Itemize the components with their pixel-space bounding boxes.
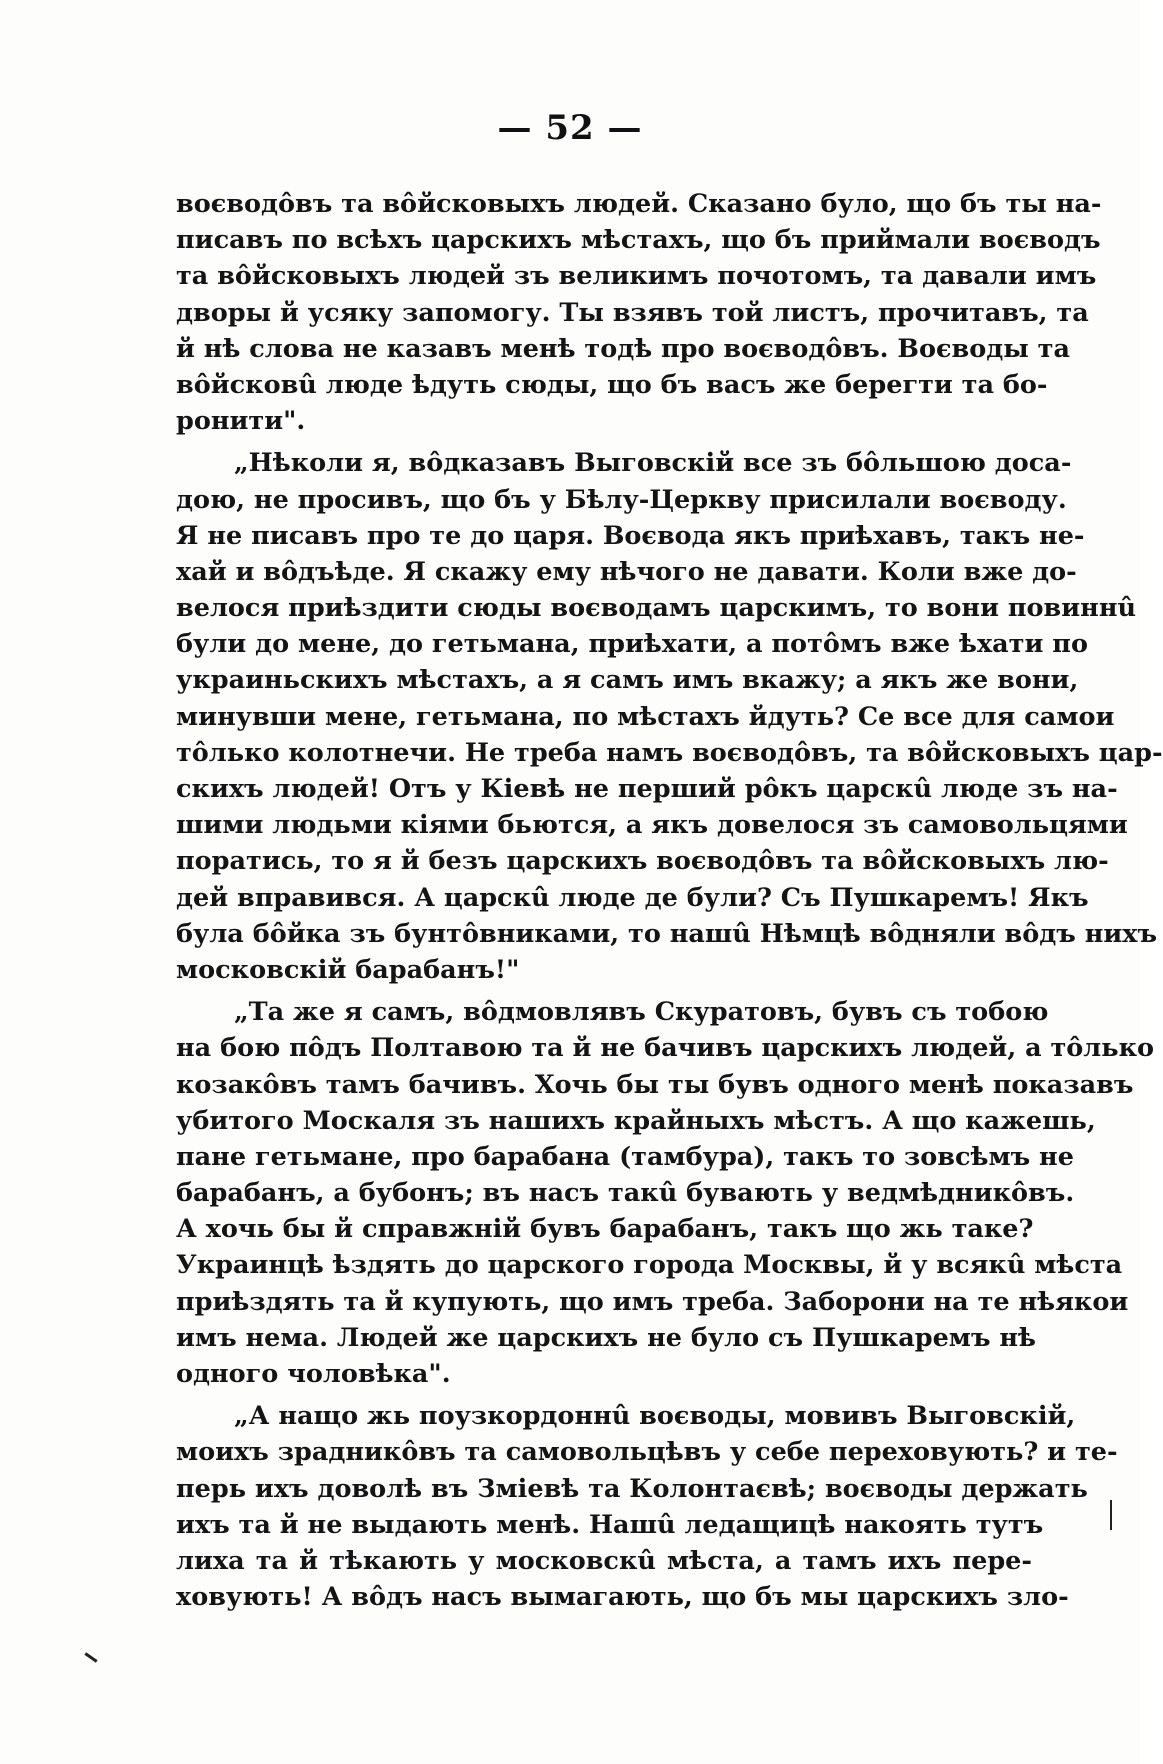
text-line: дою, не просивъ, що бъ у Бѣлу-Церкву присилали воєводу.	[176, 484, 1067, 515]
text-line: були до мене, до гетьмана, приѣхати, а потôмъ вже ѣхати по	[176, 629, 1088, 660]
text-line: на бою пôдъ Полтавою та й не бачивъ царскихъ людей, а тôлько	[176, 1033, 1155, 1064]
text-line: „А нащо жь поузкордоннû воєводы, мовивъ Выговскій,	[234, 1401, 1076, 1432]
text-line: минувши мене, гетьмана, по мѣстахъ йдуть? Се все для самои	[176, 701, 1115, 732]
text-line: скихъ людей! Отъ у Кіевѣ не перший рôкъ царскû люде зъ на-	[176, 774, 1118, 804]
text-line: вôйсковû люде ѣдуть сюды, що бъ васъ же берегти та бо-	[176, 369, 1048, 400]
text-line: пане гетьмане, про барабана (тамбура), такъ то зовсѣмъ не	[176, 1141, 1074, 1172]
text-line: поратись, то я й безъ царскихъ воєводôвъ та вôйсковыхъ лю-	[176, 846, 1109, 877]
text-line: перь ихъ доволѣ въ Зміевѣ та Колонтаєвѣ; воєводы держать	[176, 1473, 1088, 1504]
text-line: ронити".	[176, 406, 306, 437]
scan-speck	[1110, 1500, 1112, 1530]
text-line: имъ нема. Людей же царскихъ не було съ Пушкаремъ нѣ	[176, 1322, 1036, 1353]
text-line: „Нѣколи я, вôдказавъ Выговскій все зъ бôльшою доса-	[234, 448, 1072, 479]
text-line: хай и вôдъѣде. Я скажу ему нѣчого не давати. Коли вже до-	[176, 556, 1077, 587]
text-line: „Та же я самъ, вôдмовлявъ Скуратовъ, бувъ съ тобою	[234, 997, 1049, 1028]
paragraph-4	[176, 1398, 1118, 1615]
text-line: шими людьми кіями бьются, а якъ довелося зъ самовольцями	[176, 810, 1128, 841]
text-line: убитого Москаля зъ нашихъ крайныхъ мѣстъ. А що кажешь,	[176, 1105, 1096, 1136]
text-line: моихъ зрадникôвъ та самовольцѣвъ у себе переховують? и те-	[176, 1437, 1118, 1468]
text-line: воєводôвъ та вôйсковыхъ людей. Сказано було, що бъ ты на-	[176, 189, 1102, 219]
text-line: тôлько колотнечи. Не треба намъ воєводôвъ, та вôйсковыхъ цар-	[176, 737, 1163, 768]
text-line: й нѣ слова не казавъ менѣ тодѣ про воєводôвъ. Воєводы та	[176, 333, 1070, 364]
text-line: велося приѣздити сюды воєводамъ царскимъ, то вони повиннû	[176, 593, 1137, 624]
text-line: Украинцѣ ѣздять до царского города Москвы, й у всякû мѣста	[176, 1250, 1123, 1281]
text-line: дворы й усяку запомогу. Ты взявъ той листъ, прочитавъ, та	[176, 297, 1089, 328]
text-line: ховують! А вôдъ насъ вымагають, що бъ мы царскихъ зло-	[176, 1582, 1069, 1613]
text-line: дей вправився. А царскû люде де були? Съ Пушкаремъ! Якъ	[176, 882, 1089, 913]
text-line: А хочь бы й справжній бувъ барабанъ, такъ що жь таке?	[176, 1214, 1034, 1245]
text-line: козакôвъ тамъ бачивъ. Хочь бы ты бувъ одного менѣ показавъ	[176, 1069, 1134, 1100]
paragraph-1	[176, 186, 1102, 439]
scan-speck	[84, 1652, 97, 1662]
paragraph-3	[176, 994, 1155, 1392]
text-line: одного чоловѣка".	[176, 1359, 451, 1389]
text-line: украиньскихъ мѣстахъ, а я самъ имъ вкажу; а якъ же вони,	[176, 665, 1079, 696]
text-line: була бôйка зъ бунтôвниками, то нашû Нѣмцѣ вôдняли вôдъ нихъ	[176, 918, 1158, 949]
text-line: барабанъ, а бубонъ; въ насъ такû бувають у ведмѣдникôвъ.	[176, 1178, 1075, 1209]
page-number: — 52 —	[497, 108, 643, 148]
text-line: приѣздять та й купують, що имъ треба. Заборони на те нѣякои	[176, 1286, 1129, 1317]
text-line: лиха та й тѣкають у московскû мѣста, а тамъ ихъ пере-	[176, 1545, 1032, 1576]
paragraph-2	[176, 445, 1163, 988]
body-text	[176, 186, 1163, 1615]
text-line: Я не писавъ про те до царя. Воєвода якъ приѣхавъ, такъ не-	[176, 520, 1085, 551]
text-line: ихъ та й не выдають менѣ. Нашû ледащицѣ накоять тутъ	[176, 1509, 1044, 1540]
text-line: московскій барабанъ!"	[176, 954, 520, 985]
text-line: та вôйсковыхъ людей зъ великимъ почотомъ, та давали имъ	[176, 261, 1097, 292]
text-line: писавъ по всѣхъ царскихъ мѣстахъ, що бъ приймали воєводъ	[176, 225, 1101, 256]
